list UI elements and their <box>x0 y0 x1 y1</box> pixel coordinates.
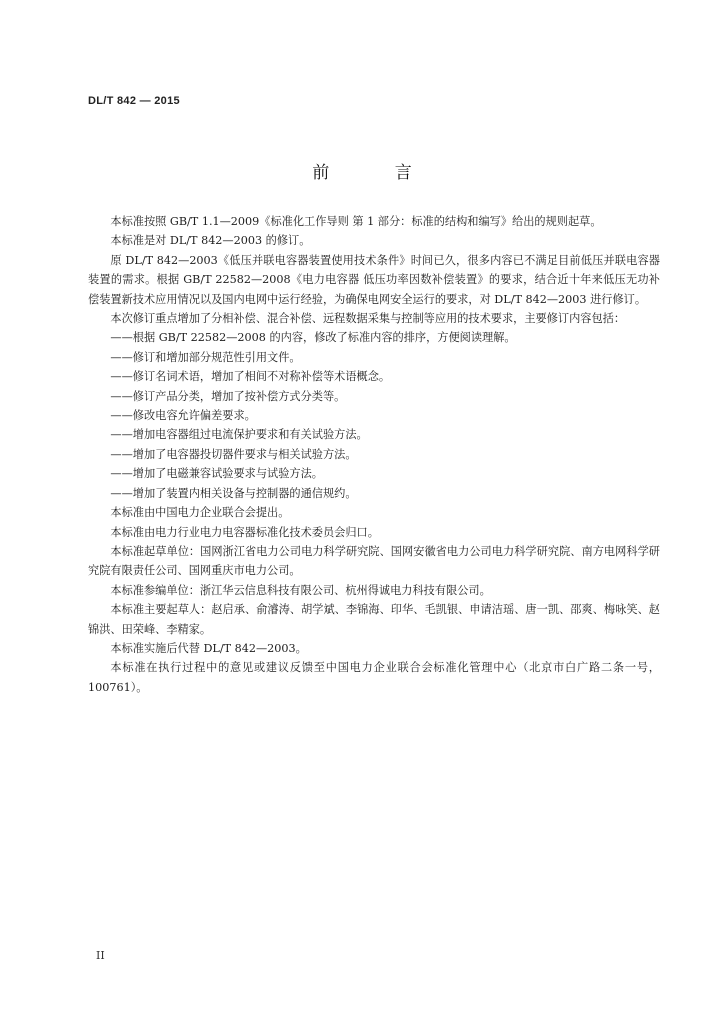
revision-item: ——增加了装置内相关设备与控制器的通信规约。 <box>110 486 357 500</box>
paragraph: 本标准是对 DL/T 842—2003 的修订。 <box>110 234 311 248</box>
revision-item: ——增加了电磁兼容试验要求与试验方法。 <box>110 467 323 481</box>
page-number: II <box>96 949 105 962</box>
paragraph: 本标准由中国电力企业联合会提出。 <box>110 506 290 520</box>
paragraph: 本标准参编单位：浙江华云信息科技有限公司、杭州得诚电力科技有限公司。 <box>110 583 491 597</box>
paragraph: 本标准由电力行业电力电容器标准化技术委员会归口。 <box>110 525 379 539</box>
revision-item: ——修订名词术语，增加了相间不对称补偿等术语概念。 <box>110 370 391 384</box>
revision-item: ——根据 GB/T 22582—2008 的内容，修改了标准内容的排序，方便阅读理解。 <box>110 331 516 345</box>
revision-item: ——修订和增加部分规范性引用文件。 <box>110 350 301 364</box>
revision-item: ——增加了电容器投切器件要求与相关试验方法。 <box>110 447 357 461</box>
paragraph: 本标准按照 GB/T 1.1—2009《标准化工作导则 第 1 部分：标准的结构和编写》给出的规则起草。 <box>110 215 602 228</box>
paragraph: 本标准实施后代替 DL/T 842—2003。 <box>110 641 307 655</box>
revision-item: ——修改电容允许偏差要求。 <box>110 409 256 423</box>
paragraph: 原 DL/T 842—2003《低压并联电容器装置使用技术条件》时间已久，很多内容已不满足目前低压并联电容器装置的需求。根据 GB/T 22582—2008《电力电容器 低压功率因数补偿装置》的要求，结合近十年来低压无功补偿装置新技术应用情况以及国内电网中运行经验，为确保电网安全运行的要求，对 DL/T 842—2003 进行修订。 <box>88 253 660 306</box>
paragraph: 本标准在执行过程中的意见或建议反馈至中国电力企业联合会标准化管理中心（北京市白广路二条一号，100761）。 <box>88 661 660 694</box>
paragraph: 本标准主要起草人：赵启承、俞濬涛、胡学斌、李锦海、印华、毛凯银、申请洁瑶、唐一凯、邵爽、梅咏笑、赵锦洪、田荣峰、李精家。 <box>88 603 660 636</box>
revision-item: ——增加电容器组过电流保护要求和有关试验方法。 <box>110 428 368 442</box>
page-title: 前 言 <box>312 163 442 183</box>
revision-item: ——修订产品分类，增加了按补偿方式分类等。 <box>110 389 346 403</box>
foreword-body <box>88 212 660 697</box>
standard-code: DL/T 842 — 2015 <box>88 95 180 107</box>
paragraph: 本标准起草单位：国网浙江省电力公司电力科学研究院、国网安徽省电力公司电力科学研究院、南方电网科学研究院有限责任公司、国网重庆市电力公司。 <box>88 544 660 578</box>
paragraph: 本次修订重点增加了分相补偿、混合补偿、远程数据采集与控制等应用的技术要求，主要修订内容包括： <box>110 312 626 326</box>
